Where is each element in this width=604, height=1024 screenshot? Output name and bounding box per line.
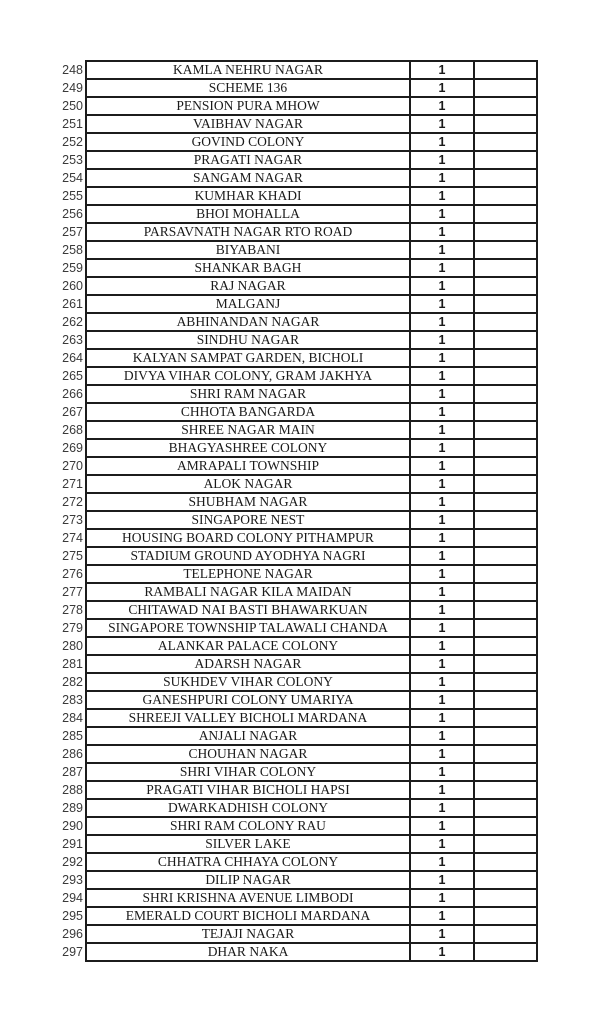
count-cell: 1 — [410, 241, 474, 259]
table-row — [0, 493, 537, 511]
table-row — [0, 817, 537, 835]
area-name-cell: MALGANJ — [86, 295, 410, 313]
area-name-cell: KALYAN SAMPAT GARDEN, BICHOLI — [86, 349, 410, 367]
row-number: 280 — [62, 639, 83, 653]
count-cell: 1 — [410, 421, 474, 439]
row-number: 271 — [62, 477, 83, 491]
row-number: 260 — [62, 279, 83, 293]
count-cell: 1 — [410, 169, 474, 187]
table-row — [0, 583, 537, 601]
area-name-cell: GOVIND COLONY — [86, 133, 410, 151]
area-name-cell: CHHOTA BANGARDA — [86, 403, 410, 421]
empty-cell — [474, 61, 537, 79]
row-number: 270 — [62, 459, 83, 473]
area-name-cell: EMERALD COURT BICHOLI MARDANA — [86, 907, 410, 925]
area-name-cell: DWARKADHISH COLONY — [86, 799, 410, 817]
empty-cell — [474, 835, 537, 853]
area-name-cell: TEJAJI NAGAR — [86, 925, 410, 943]
row-number: 291 — [62, 837, 83, 851]
row-number: 277 — [62, 585, 83, 599]
area-name-cell: CHOUHAN NAGAR — [86, 745, 410, 763]
empty-cell — [474, 259, 537, 277]
area-name-cell: GANESHPURI COLONY UMARIYA — [86, 691, 410, 709]
row-number: 262 — [62, 315, 83, 329]
area-name-cell: RAMBALI NAGAR KILA MAIDAN — [86, 583, 410, 601]
count-cell: 1 — [410, 277, 474, 295]
row-number: 275 — [62, 549, 83, 563]
table-row — [0, 907, 537, 925]
area-name-cell: SANGAM NAGAR — [86, 169, 410, 187]
row-number: 290 — [62, 819, 83, 833]
table-row — [0, 781, 537, 799]
table-row — [0, 259, 537, 277]
area-name-cell: BIYABANI — [86, 241, 410, 259]
table-row — [0, 97, 537, 115]
empty-cell — [474, 115, 537, 133]
row-number: 278 — [62, 603, 83, 617]
count-cell: 1 — [410, 187, 474, 205]
table-row — [0, 403, 537, 421]
table-row — [0, 655, 537, 673]
empty-cell — [474, 745, 537, 763]
area-name-cell: RAJ NAGAR — [86, 277, 410, 295]
empty-cell — [474, 367, 537, 385]
areas-table — [0, 60, 538, 962]
table-row — [0, 601, 537, 619]
row-number: 264 — [62, 351, 83, 365]
area-name-cell: ALANKAR PALACE COLONY — [86, 637, 410, 655]
empty-cell — [474, 277, 537, 295]
row-number: 248 — [62, 63, 83, 77]
area-name-cell: SHRI RAM NAGAR — [86, 385, 410, 403]
table-row — [0, 889, 537, 907]
count-cell: 1 — [410, 61, 474, 79]
areas-table-body — [0, 61, 537, 961]
empty-cell — [474, 565, 537, 583]
count-cell: 1 — [410, 619, 474, 637]
count-cell: 1 — [410, 385, 474, 403]
area-name-cell: DHAR NAKA — [86, 943, 410, 961]
row-number: 261 — [62, 297, 83, 311]
empty-cell — [474, 457, 537, 475]
count-cell: 1 — [410, 655, 474, 673]
count-cell: 1 — [410, 799, 474, 817]
row-number: 254 — [62, 171, 83, 185]
empty-cell — [474, 241, 537, 259]
empty-cell — [474, 619, 537, 637]
table-row — [0, 511, 537, 529]
empty-cell — [474, 853, 537, 871]
table-row — [0, 313, 537, 331]
empty-cell — [474, 655, 537, 673]
count-cell: 1 — [410, 547, 474, 565]
count-cell: 1 — [410, 205, 474, 223]
row-number: 294 — [62, 891, 83, 905]
area-name-cell: TELEPHONE NAGAR — [86, 565, 410, 583]
table-row — [0, 709, 537, 727]
area-name-cell: BHOI MOHALLA — [86, 205, 410, 223]
row-number: 267 — [62, 405, 83, 419]
row-number: 250 — [62, 99, 83, 113]
empty-cell — [474, 925, 537, 943]
count-cell: 1 — [410, 403, 474, 421]
count-cell: 1 — [410, 583, 474, 601]
empty-cell — [474, 223, 537, 241]
table-row — [0, 925, 537, 943]
table-row — [0, 673, 537, 691]
count-cell: 1 — [410, 97, 474, 115]
table-row — [0, 457, 537, 475]
empty-cell — [474, 169, 537, 187]
count-cell: 1 — [410, 439, 474, 457]
count-cell: 1 — [410, 133, 474, 151]
empty-cell — [474, 673, 537, 691]
table-row — [0, 295, 537, 313]
area-name-cell: CHHATRA CHHAYA COLONY — [86, 853, 410, 871]
area-name-cell: SINGAPORE TOWNSHIP TALAWALI CHANDA — [86, 619, 410, 637]
row-number: 295 — [62, 909, 83, 923]
table-row — [0, 205, 537, 223]
area-name-cell: BHAGYASHREE COLONY — [86, 439, 410, 457]
row-number: 249 — [62, 81, 83, 95]
row-number: 256 — [62, 207, 83, 221]
table-row — [0, 349, 537, 367]
count-cell: 1 — [410, 727, 474, 745]
count-cell: 1 — [410, 943, 474, 961]
area-name-cell: SHANKAR BAGH — [86, 259, 410, 277]
area-name-cell: SHUBHAM NAGAR — [86, 493, 410, 511]
row-number: 251 — [62, 117, 83, 131]
row-number: 281 — [62, 657, 83, 671]
row-number: 259 — [62, 261, 83, 275]
row-number: 285 — [62, 729, 83, 743]
area-name-cell: SCHEME 136 — [86, 79, 410, 97]
table-row — [0, 637, 537, 655]
count-cell: 1 — [410, 763, 474, 781]
count-cell: 1 — [410, 511, 474, 529]
table-row — [0, 241, 537, 259]
count-cell: 1 — [410, 259, 474, 277]
count-cell: 1 — [410, 691, 474, 709]
empty-cell — [474, 97, 537, 115]
empty-cell — [474, 187, 537, 205]
count-cell: 1 — [410, 295, 474, 313]
empty-cell — [474, 313, 537, 331]
area-name-cell: SHREEJI VALLEY BICHOLI MARDANA — [86, 709, 410, 727]
empty-cell — [474, 763, 537, 781]
empty-cell — [474, 511, 537, 529]
row-number: 272 — [62, 495, 83, 509]
count-cell: 1 — [410, 835, 474, 853]
table-row — [0, 565, 537, 583]
row-number: 288 — [62, 783, 83, 797]
table-row — [0, 223, 537, 241]
row-number: 273 — [62, 513, 83, 527]
table-row — [0, 439, 537, 457]
area-name-cell: SHRI KRISHNA AVENUE LIMBODI — [86, 889, 410, 907]
table-row — [0, 799, 537, 817]
empty-cell — [474, 799, 537, 817]
row-number: 268 — [62, 423, 83, 437]
table-row — [0, 763, 537, 781]
row-number: 269 — [62, 441, 83, 455]
table-row — [0, 727, 537, 745]
table-row — [0, 853, 537, 871]
count-cell: 1 — [410, 709, 474, 727]
table-row — [0, 691, 537, 709]
count-cell: 1 — [410, 493, 474, 511]
area-name-cell: DIVYA VIHAR COLONY, GRAM JAKHYA — [86, 367, 410, 385]
empty-cell — [474, 871, 537, 889]
table-row — [0, 871, 537, 889]
count-cell: 1 — [410, 817, 474, 835]
table-row — [0, 133, 537, 151]
empty-cell — [474, 907, 537, 925]
area-name-cell: PRAGATI NAGAR — [86, 151, 410, 169]
area-name-cell: SHREE NAGAR MAIN — [86, 421, 410, 439]
count-cell: 1 — [410, 367, 474, 385]
empty-cell — [474, 133, 537, 151]
row-number: 289 — [62, 801, 83, 815]
row-number: 258 — [62, 243, 83, 257]
empty-cell — [474, 385, 537, 403]
table-row — [0, 529, 537, 547]
empty-cell — [474, 691, 537, 709]
table-row — [0, 619, 537, 637]
table-row — [0, 151, 537, 169]
count-cell: 1 — [410, 349, 474, 367]
row-number: 263 — [62, 333, 83, 347]
row-number: 276 — [62, 567, 83, 581]
empty-cell — [474, 709, 537, 727]
count-cell: 1 — [410, 601, 474, 619]
count-cell: 1 — [410, 907, 474, 925]
empty-cell — [474, 295, 537, 313]
table-row — [0, 745, 537, 763]
empty-cell — [474, 529, 537, 547]
spreadsheet-area — [0, 60, 538, 962]
row-number: 283 — [62, 693, 83, 707]
count-cell: 1 — [410, 565, 474, 583]
area-name-cell: PARSAVNATH NAGAR RTO ROAD — [86, 223, 410, 241]
row-number: 292 — [62, 855, 83, 869]
area-name-cell: ANJALI NAGAR — [86, 727, 410, 745]
area-name-cell: SHRI RAM COLONY RAU — [86, 817, 410, 835]
area-name-cell: SILVER LAKE — [86, 835, 410, 853]
area-name-cell: KUMHAR KHADI — [86, 187, 410, 205]
count-cell: 1 — [410, 673, 474, 691]
row-number: 253 — [62, 153, 83, 167]
empty-cell — [474, 421, 537, 439]
empty-cell — [474, 349, 537, 367]
empty-cell — [474, 817, 537, 835]
area-name-cell: AMRAPALI TOWNSHIP — [86, 457, 410, 475]
count-cell: 1 — [410, 889, 474, 907]
empty-cell — [474, 205, 537, 223]
area-name-cell: DILIP NAGAR — [86, 871, 410, 889]
row-number: 265 — [62, 369, 83, 383]
row-number: 279 — [62, 621, 83, 635]
row-number: 257 — [62, 225, 83, 239]
area-name-cell: ABHINANDAN NAGAR — [86, 313, 410, 331]
row-number: 284 — [62, 711, 83, 725]
table-row — [0, 115, 537, 133]
table-row — [0, 835, 537, 853]
count-cell: 1 — [410, 529, 474, 547]
count-cell: 1 — [410, 871, 474, 889]
empty-cell — [474, 583, 537, 601]
count-cell: 1 — [410, 151, 474, 169]
empty-cell — [474, 151, 537, 169]
table-row — [0, 79, 537, 97]
table-row — [0, 331, 537, 349]
empty-cell — [474, 475, 537, 493]
table-row — [0, 421, 537, 439]
row-number: 255 — [62, 189, 83, 203]
count-cell: 1 — [410, 475, 474, 493]
empty-cell — [474, 79, 537, 97]
table-row — [0, 385, 537, 403]
area-name-cell: SHRI VIHAR COLONY — [86, 763, 410, 781]
count-cell: 1 — [410, 223, 474, 241]
table-row — [0, 367, 537, 385]
empty-cell — [474, 331, 537, 349]
empty-cell — [474, 727, 537, 745]
table-row — [0, 169, 537, 187]
row-number: 282 — [62, 675, 83, 689]
table-row — [0, 61, 537, 79]
row-number: 252 — [62, 135, 83, 149]
area-name-cell: KAMLA NEHRU NAGAR — [86, 61, 410, 79]
area-name-cell: ALOK NAGAR — [86, 475, 410, 493]
area-name-cell: ADARSH NAGAR — [86, 655, 410, 673]
row-number: 274 — [62, 531, 83, 545]
count-cell: 1 — [410, 115, 474, 133]
area-name-cell: HOUSING BOARD COLONY PITHAMPUR — [86, 529, 410, 547]
count-cell: 1 — [410, 853, 474, 871]
count-cell: 1 — [410, 457, 474, 475]
area-name-cell: SUKHDEV VIHAR COLONY — [86, 673, 410, 691]
row-number: 287 — [62, 765, 83, 779]
row-number: 297 — [62, 945, 83, 959]
empty-cell — [474, 439, 537, 457]
area-name-cell: SINDHU NAGAR — [86, 331, 410, 349]
empty-cell — [474, 493, 537, 511]
count-cell: 1 — [410, 781, 474, 799]
area-name-cell: VAIBHAV NAGAR — [86, 115, 410, 133]
area-name-cell: SINGAPORE NEST — [86, 511, 410, 529]
count-cell: 1 — [410, 331, 474, 349]
empty-cell — [474, 889, 537, 907]
empty-cell — [474, 547, 537, 565]
empty-cell — [474, 637, 537, 655]
area-name-cell: CHITAWAD NAI BASTI BHAWARKUAN — [86, 601, 410, 619]
empty-cell — [474, 403, 537, 421]
table-row — [0, 187, 537, 205]
count-cell: 1 — [410, 313, 474, 331]
area-name-cell: STADIUM GROUND AYODHYA NAGRI — [86, 547, 410, 565]
row-number: 293 — [62, 873, 83, 887]
row-number: 286 — [62, 747, 83, 761]
table-row — [0, 943, 537, 961]
table-row — [0, 547, 537, 565]
empty-cell — [474, 781, 537, 799]
count-cell: 1 — [410, 637, 474, 655]
table-row — [0, 475, 537, 493]
count-cell: 1 — [410, 925, 474, 943]
area-name-cell: PRAGATI VIHAR BICHOLI HAPSI — [86, 781, 410, 799]
row-number: 266 — [62, 387, 83, 401]
table-row — [0, 277, 537, 295]
count-cell: 1 — [410, 745, 474, 763]
row-number: 296 — [62, 927, 83, 941]
count-cell: 1 — [410, 79, 474, 97]
empty-cell — [474, 601, 537, 619]
empty-cell — [474, 943, 537, 961]
area-name-cell: PENSION PURA MHOW — [86, 97, 410, 115]
